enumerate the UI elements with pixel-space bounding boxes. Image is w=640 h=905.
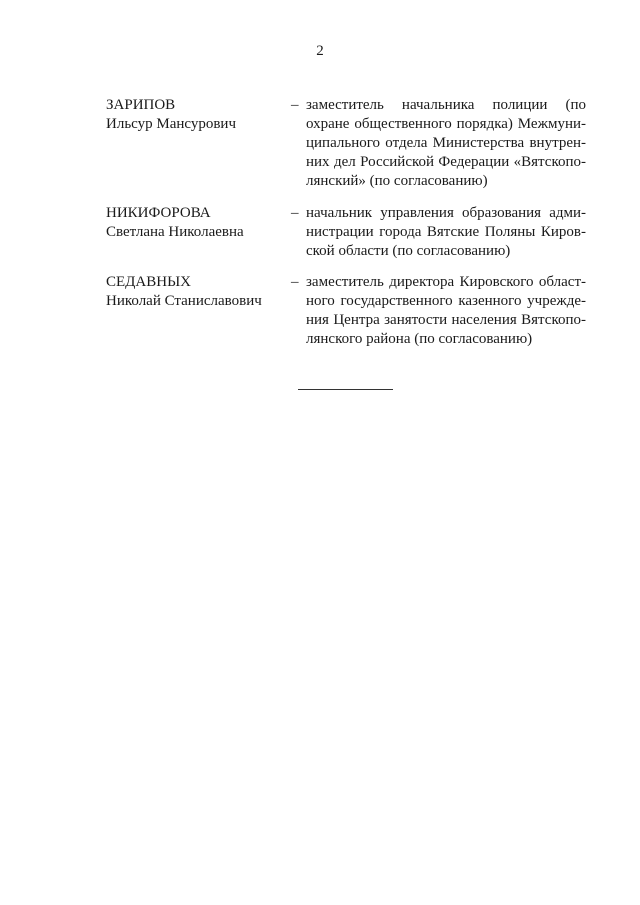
member-surname: ЗАРИПОВ (106, 97, 176, 113)
role-line: ния Центра занятости населения Вятскопо- (306, 312, 586, 328)
entry-dash: – (291, 97, 299, 113)
role-line: лянский» (по согласованию) (306, 173, 488, 189)
role-line: заместитель директора Кировского област- (306, 274, 586, 290)
role-line: лянского района (по согласованию) (306, 331, 533, 347)
role-line: ципального отдела Министерства внутрен- (306, 135, 586, 151)
role-line: начальник управления образования адми- (306, 205, 586, 221)
closing-separator-line (298, 389, 393, 390)
member-given-names: Светлана Николаевна (106, 224, 244, 240)
member-role (306, 204, 586, 261)
page-number: 2 (316, 43, 324, 59)
role-line: охране общественного порядка) Межмуни- (306, 116, 586, 132)
role-line: ской области (по согласованию) (306, 243, 511, 259)
role-line: заместитель начальника полиции (по (306, 97, 586, 113)
member-surname: НИКИФОРОВА (106, 205, 211, 221)
role-line: нистрации города Вятские Поляны Киров- (306, 224, 586, 240)
member-given-names: Ильсур Мансурович (106, 116, 237, 132)
member-name (106, 204, 286, 242)
member-role (306, 96, 586, 191)
entry-dash: – (291, 274, 299, 290)
member-name (106, 96, 286, 134)
member-given-names: Николай Станиславович (106, 293, 262, 309)
role-line: ного государственного казенного учрежде- (306, 293, 586, 309)
member-surname: СЕДАВНЫХ (106, 274, 191, 290)
role-line: них дел Российской Федерации «Вятскопо- (306, 154, 586, 170)
member-name (106, 273, 286, 311)
entry-dash: – (291, 205, 299, 221)
member-role (306, 273, 586, 349)
